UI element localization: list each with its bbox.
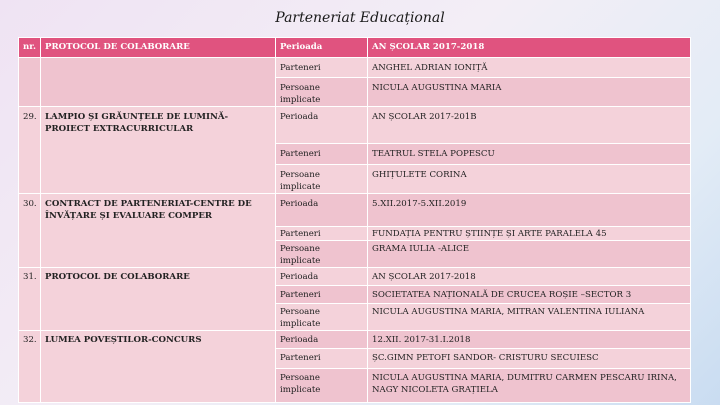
row-value: NICULA AUGUSTINA MARIA (368, 78, 691, 107)
row-value: ȘC.GIMN PETOFI SANDOR- CRISTURU SECUIESC (368, 349, 691, 369)
row-value: GRAMA IULIA -ALICE (368, 241, 691, 268)
row-number: 31. (19, 268, 41, 331)
row-label: Persoane implicate (276, 304, 368, 331)
row-label: Persoane implicate (276, 78, 368, 107)
row-value: 5.XII.2017-5.XII.2019 (368, 194, 691, 227)
row-number: 29. (19, 107, 41, 194)
row-number: 32. (19, 331, 41, 403)
row-value: 12.XII. 2017-31.I.2018 (368, 331, 691, 349)
row-protocol: LAMPIO ȘI GRĂUNȚELE DE LUMINĂ-PROIECT EXTRACURRICULAR (41, 107, 276, 194)
header-label: Perioada (276, 38, 368, 58)
row-label: Persoane implicate (276, 241, 368, 268)
row-label: Parteneri (276, 227, 368, 241)
row-label: Perioada (276, 107, 368, 144)
page-title: Parteneriat Educațional (275, 10, 445, 26)
row-value: AN ȘCOLAR 2017-2018 (368, 268, 691, 286)
row-value: GHIȚULETE CORINA (368, 165, 691, 194)
row-protocol-cell (41, 58, 276, 107)
header-value: AN ȘCOLAR 2017-2018 (368, 38, 691, 58)
partnership-table (18, 37, 691, 403)
row-value: AN ȘCOLAR 2017-201B (368, 107, 691, 144)
row-protocol: LUMEA POVEȘTILOR-CONCURS (41, 331, 276, 403)
row-label: Perioada (276, 331, 368, 349)
row-value: ANGHEL ADRIAN IONIȚĂ (368, 58, 691, 78)
header-nr: nr. (19, 38, 41, 58)
row-value: NICULA AUGUSTINA MARIA, DUMITRU CARMEN PESCARU IRINA, NAGY NICOLETA GRAȚIELA (368, 369, 691, 403)
row-label: Parteneri (276, 286, 368, 304)
row-label: Parteneri (276, 349, 368, 369)
row-protocol: CONTRACT DE PARTENERIAT-CENTRE DE ÎNVĂȚARE ȘI EVALUARE COMPER (41, 194, 276, 268)
row-nr-cell (19, 58, 41, 107)
row-label: Perioada (276, 268, 368, 286)
row-label: Persoane implicate (276, 369, 368, 403)
row-value: NICULA AUGUSTINA MARIA, MITRAN VALENTINA IULIANA (368, 304, 691, 331)
row-label: Parteneri (276, 144, 368, 165)
row-label: Persoane implicate (276, 165, 368, 194)
row-number: 30. (19, 194, 41, 268)
header-protocol: PROTOCOL DE COLABORARE (41, 38, 276, 58)
row-value: TEATRUL STELA POPESCU (368, 144, 691, 165)
row-label: Perioada (276, 194, 368, 227)
row-label: Parteneri (276, 58, 368, 78)
row-value: SOCIETATEA NAȚIONALĂ DE CRUCEA ROȘIE –SECTOR 3 (368, 286, 691, 304)
row-protocol: PROTOCOL DE COLABORARE (41, 268, 276, 331)
row-value: FUNDAȚIA PENTRU ȘTIINȚE ȘI ARTE PARALELA 45 (368, 227, 691, 241)
